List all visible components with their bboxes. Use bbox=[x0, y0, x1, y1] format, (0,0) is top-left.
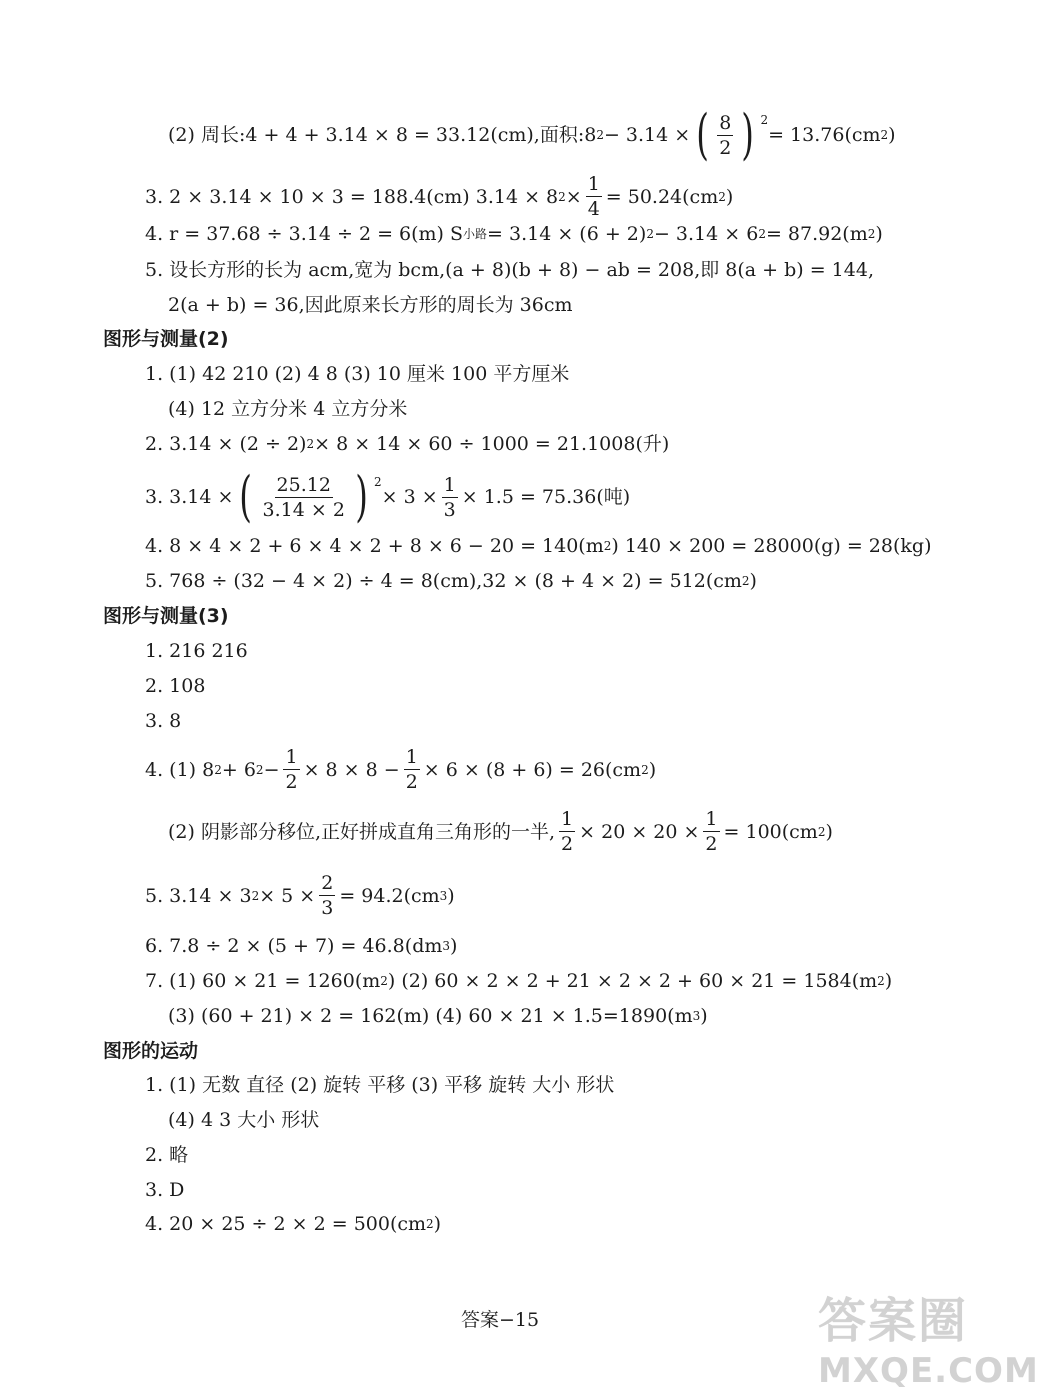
text: ) bbox=[700, 1005, 708, 1027]
text: × 5 × bbox=[259, 884, 316, 907]
text: ) bbox=[888, 124, 896, 146]
text: 3. 2 × 3.14 × 10 × 3 = 188.4(cm) 3.14 × 8 bbox=[145, 185, 559, 208]
watermark-url: MXQE.COM bbox=[818, 1351, 1039, 1391]
text: = 100(cm bbox=[723, 820, 818, 843]
text: (2) 周长:4 + 4 + 3.14 × 8 = 33.12(cm),面积:8 bbox=[168, 124, 597, 146]
numerator: 8 bbox=[719, 111, 732, 134]
numerator: 1 bbox=[285, 746, 298, 768]
denominator: 4 bbox=[587, 198, 600, 220]
denominator: 2 bbox=[561, 833, 574, 855]
answer-1 bbox=[145, 1073, 614, 1097]
answer-3 bbox=[145, 1178, 184, 1202]
numerator: 25.12 bbox=[276, 473, 331, 496]
denominator: 3 bbox=[321, 897, 334, 919]
answer-3: 3. 2 × 3.14 × 10 × 3 = 188.4(cm) 3.14 × 8 2 × $\frac{1}{4}$ = 50.24(cm 2 ) bbox=[145, 173, 734, 220]
numerator: 1 bbox=[587, 173, 600, 195]
answer-5 bbox=[145, 258, 874, 282]
section-heading: 图形与测量(3) bbox=[103, 605, 229, 627]
fraction bbox=[717, 111, 733, 160]
fraction bbox=[703, 807, 719, 856]
text: (4) 4 3 大小 形状 bbox=[168, 1109, 320, 1131]
text: × 8 × 14 × 60 ÷ 1000 = 21.1008(升) bbox=[314, 433, 670, 455]
fraction bbox=[319, 871, 335, 920]
text: ) bbox=[450, 935, 458, 957]
answer-3 bbox=[145, 709, 181, 733]
text: − 3.14 × bbox=[603, 124, 691, 146]
text: × bbox=[565, 185, 582, 208]
denominator: 2 bbox=[285, 771, 298, 793]
text: × 1.5 = 75.36(吨) bbox=[461, 486, 631, 508]
text: 1. (1) 42 210 (2) 4 8 (3) 10 厘米 100 平方厘米 bbox=[145, 363, 570, 385]
left-paren: ( bbox=[696, 103, 710, 166]
text: ) bbox=[725, 185, 734, 208]
text: ) (2) 60 × 2 × 2 + 21 × 2 × 2 + 60 × 21 = 1584(m bbox=[387, 970, 878, 992]
text: × 8 × 8 − bbox=[303, 758, 400, 781]
parenthesis-group bbox=[692, 103, 758, 166]
fraction bbox=[404, 745, 420, 794]
answer-2: 2. 3.14 × (2 ÷ 2) 2 × 8 × 14 × 60 ÷ 1000 = 21.1008(升) bbox=[145, 433, 670, 455]
answer-4: 4. 20 × 25 ÷ 2 × 2 = 500(cm 2 ) bbox=[145, 1213, 442, 1235]
fraction bbox=[442, 473, 458, 522]
right-paren: ) bbox=[741, 103, 755, 166]
parenthesis-group bbox=[235, 465, 372, 528]
answer-2 bbox=[145, 674, 205, 698]
text: ) bbox=[447, 884, 455, 907]
answer-1 bbox=[145, 639, 248, 663]
text: 4. r = 37.68 ÷ 3.14 ÷ 2 = 6(m) S bbox=[145, 223, 464, 245]
text: × 3 × bbox=[381, 486, 438, 508]
numerator: 1 bbox=[561, 808, 574, 830]
text: − bbox=[263, 758, 280, 781]
answer-3: 3. 3.14 × ( $\frac{25.12}{3.14 \times 2}$ ) 2 × 3 × $\frac{1}{3}$ × 1.5 = 75.36(吨) bbox=[145, 465, 631, 528]
text: = 3.14 × (6 + 2) bbox=[487, 223, 647, 245]
denominator: 2 bbox=[405, 771, 418, 793]
denominator: 2 bbox=[719, 136, 732, 159]
text: 2. 略 bbox=[145, 1144, 189, 1166]
text: ) 140 × 200 = 28000(g) = 28(kg) bbox=[611, 535, 932, 557]
text: 4. 20 × 25 ÷ 2 × 2 = 500(cm bbox=[145, 1213, 427, 1235]
answer-4-1: 4. (1) 8 2 + 6 2 − $\frac{1}{2}$ × 8 × 8 − $\frac{1}{2}$ × 6 × (8 + 6) = 26(cm 2 ) bbox=[145, 746, 657, 793]
answer-2-2: (2) 周长:4 + 4 + 3.14 × 8 = 33.12(cm),面积:8 2 − 3.14 × ( $\frac{8}{2}$ ) 2 = 13.76(cm 2 ) bbox=[168, 103, 896, 166]
text: ) bbox=[884, 970, 893, 992]
answer-6: 6. 7.8 ÷ 2 × (5 + 7) = 46.8(dm 3 ) bbox=[145, 935, 458, 957]
text: 4. 8 × 4 × 2 + 6 × 4 × 2 + 8 × 6 − 20 = 140(m bbox=[145, 535, 604, 557]
text: × 20 × 20 × bbox=[579, 820, 700, 843]
answer-5-cont bbox=[168, 293, 573, 317]
text: (3) (60 + 21) × 2 = 162(m) (4) 60 × 21 × 1.5=1890(m bbox=[168, 1005, 693, 1027]
text: ) bbox=[749, 570, 757, 592]
answer-4: 4. 8 × 4 × 2 + 6 × 4 × 2 + 8 × 6 − 20 = 140(m 2 ) 140 × 200 = 28000(g) = 28(kg) bbox=[145, 535, 932, 557]
answer-5: 5. 3.14 × 3 2 × 5 × $\frac{2}{3}$ = 94.2(cm 3 ) bbox=[145, 872, 455, 919]
page-number: 答案−15 bbox=[460, 1309, 540, 1331]
answer-2 bbox=[145, 1143, 188, 1167]
text: 2. 3.14 × (2 ÷ 2) bbox=[145, 433, 307, 455]
text: ) bbox=[825, 820, 833, 843]
text: ) bbox=[648, 758, 657, 781]
text: 5. 设长方形的长为 acm,宽为 bcm,(a + 8)(b + 8) − ab = 208,即 8(a + b) = 144, bbox=[145, 259, 874, 281]
text: = 50.24(cm bbox=[605, 185, 719, 208]
text: 3. 3.14 × bbox=[145, 486, 234, 508]
text: 3. 8 bbox=[145, 710, 182, 732]
text: 2. 108 bbox=[145, 675, 206, 697]
fraction bbox=[586, 172, 602, 221]
denominator: 2 bbox=[705, 833, 718, 855]
watermark-text: 答案圈 bbox=[818, 1293, 969, 1349]
numerator: 2 bbox=[321, 872, 334, 894]
numerator: 1 bbox=[405, 746, 418, 768]
text: 5. 3.14 × 3 bbox=[145, 884, 252, 907]
denominator: 3.14 × 2 bbox=[262, 498, 345, 521]
text: 1. 216 216 bbox=[145, 640, 248, 662]
text: 6. 7.8 ÷ 2 × (5 + 7) = 46.8(dm bbox=[145, 935, 443, 957]
text: − 3.14 × 6 bbox=[653, 223, 759, 245]
text: 4. (1) 8 bbox=[145, 758, 215, 781]
section-heading: 图形与测量(2) bbox=[103, 328, 229, 350]
fraction bbox=[283, 745, 299, 794]
text: (2) 阴影部分移位,正好拼成直角三角形的一半, bbox=[168, 820, 556, 843]
fraction bbox=[559, 807, 575, 856]
answer-7: 7. (1) 60 × 21 = 1260(m 2 ) (2) 60 × 2 × 2 + 21 × 2 × 2 + 60 × 21 = 1584(m 2 ) bbox=[145, 970, 893, 992]
text: = 13.76(cm bbox=[768, 124, 881, 146]
text: ) bbox=[433, 1213, 442, 1235]
answer-1-cont bbox=[168, 1108, 319, 1132]
section-heading: 图形的运动 bbox=[103, 1040, 199, 1062]
numerator: 1 bbox=[705, 808, 718, 830]
text: 7. (1) 60 × 21 = 1260(m bbox=[145, 970, 381, 992]
text: × 6 × (8 + 6) = 26(cm bbox=[423, 758, 642, 781]
text: (4) 12 立方分米 4 立方分米 bbox=[168, 398, 408, 420]
watermark-logo bbox=[818, 1282, 1039, 1391]
text: 5. 768 ÷ (32 − 4 × 2) ÷ 4 = 8(cm),32 × (8 + 4 × 2) = 512(cm bbox=[145, 570, 742, 592]
right-paren: ) bbox=[355, 465, 368, 528]
denominator: 3 bbox=[443, 498, 456, 521]
text: 3. D bbox=[145, 1179, 185, 1201]
text: 2(a + b) = 36,因此原来长方形的周长为 36cm bbox=[168, 294, 573, 316]
numerator: 1 bbox=[443, 473, 456, 496]
text: = 94.2(cm bbox=[339, 884, 440, 907]
text: = 87.92(m bbox=[765, 223, 868, 245]
answer-4-2: (2) 阴影部分移位,正好拼成直角三角形的一半, $\frac{1}{2}$ × 20 × 20 × $\frac{1}{2}$ = 100(cm 2 ) bbox=[168, 808, 833, 855]
fraction bbox=[261, 473, 347, 522]
left-paren: ( bbox=[239, 465, 253, 528]
answer-1-cont bbox=[168, 397, 407, 421]
answer-4: 4. r = 37.68 ÷ 3.14 ÷ 2 = 6(m) S 小路 = 3.14 × (6 + 2) 2 − 3.14 × 6 2 = 87.92(m 2 ) bbox=[145, 223, 883, 245]
text: ) bbox=[875, 223, 883, 245]
answer-1 bbox=[145, 362, 569, 386]
text: + 6 bbox=[221, 758, 256, 781]
answer-5: 5. 768 ÷ (32 − 4 × 2) ÷ 4 = 8(cm),32 × (8 + 4 × 2) = 512(cm 2 ) bbox=[145, 570, 757, 592]
answer-7-cont: (3) (60 + 21) × 2 = 162(m) (4) 60 × 21 × 1.5=1890(m 3 ) bbox=[168, 1005, 708, 1027]
text: 1. (1) 无数 直径 (2) 旋转 平移 (3) 平移 旋转 大小 形状 bbox=[145, 1074, 615, 1096]
